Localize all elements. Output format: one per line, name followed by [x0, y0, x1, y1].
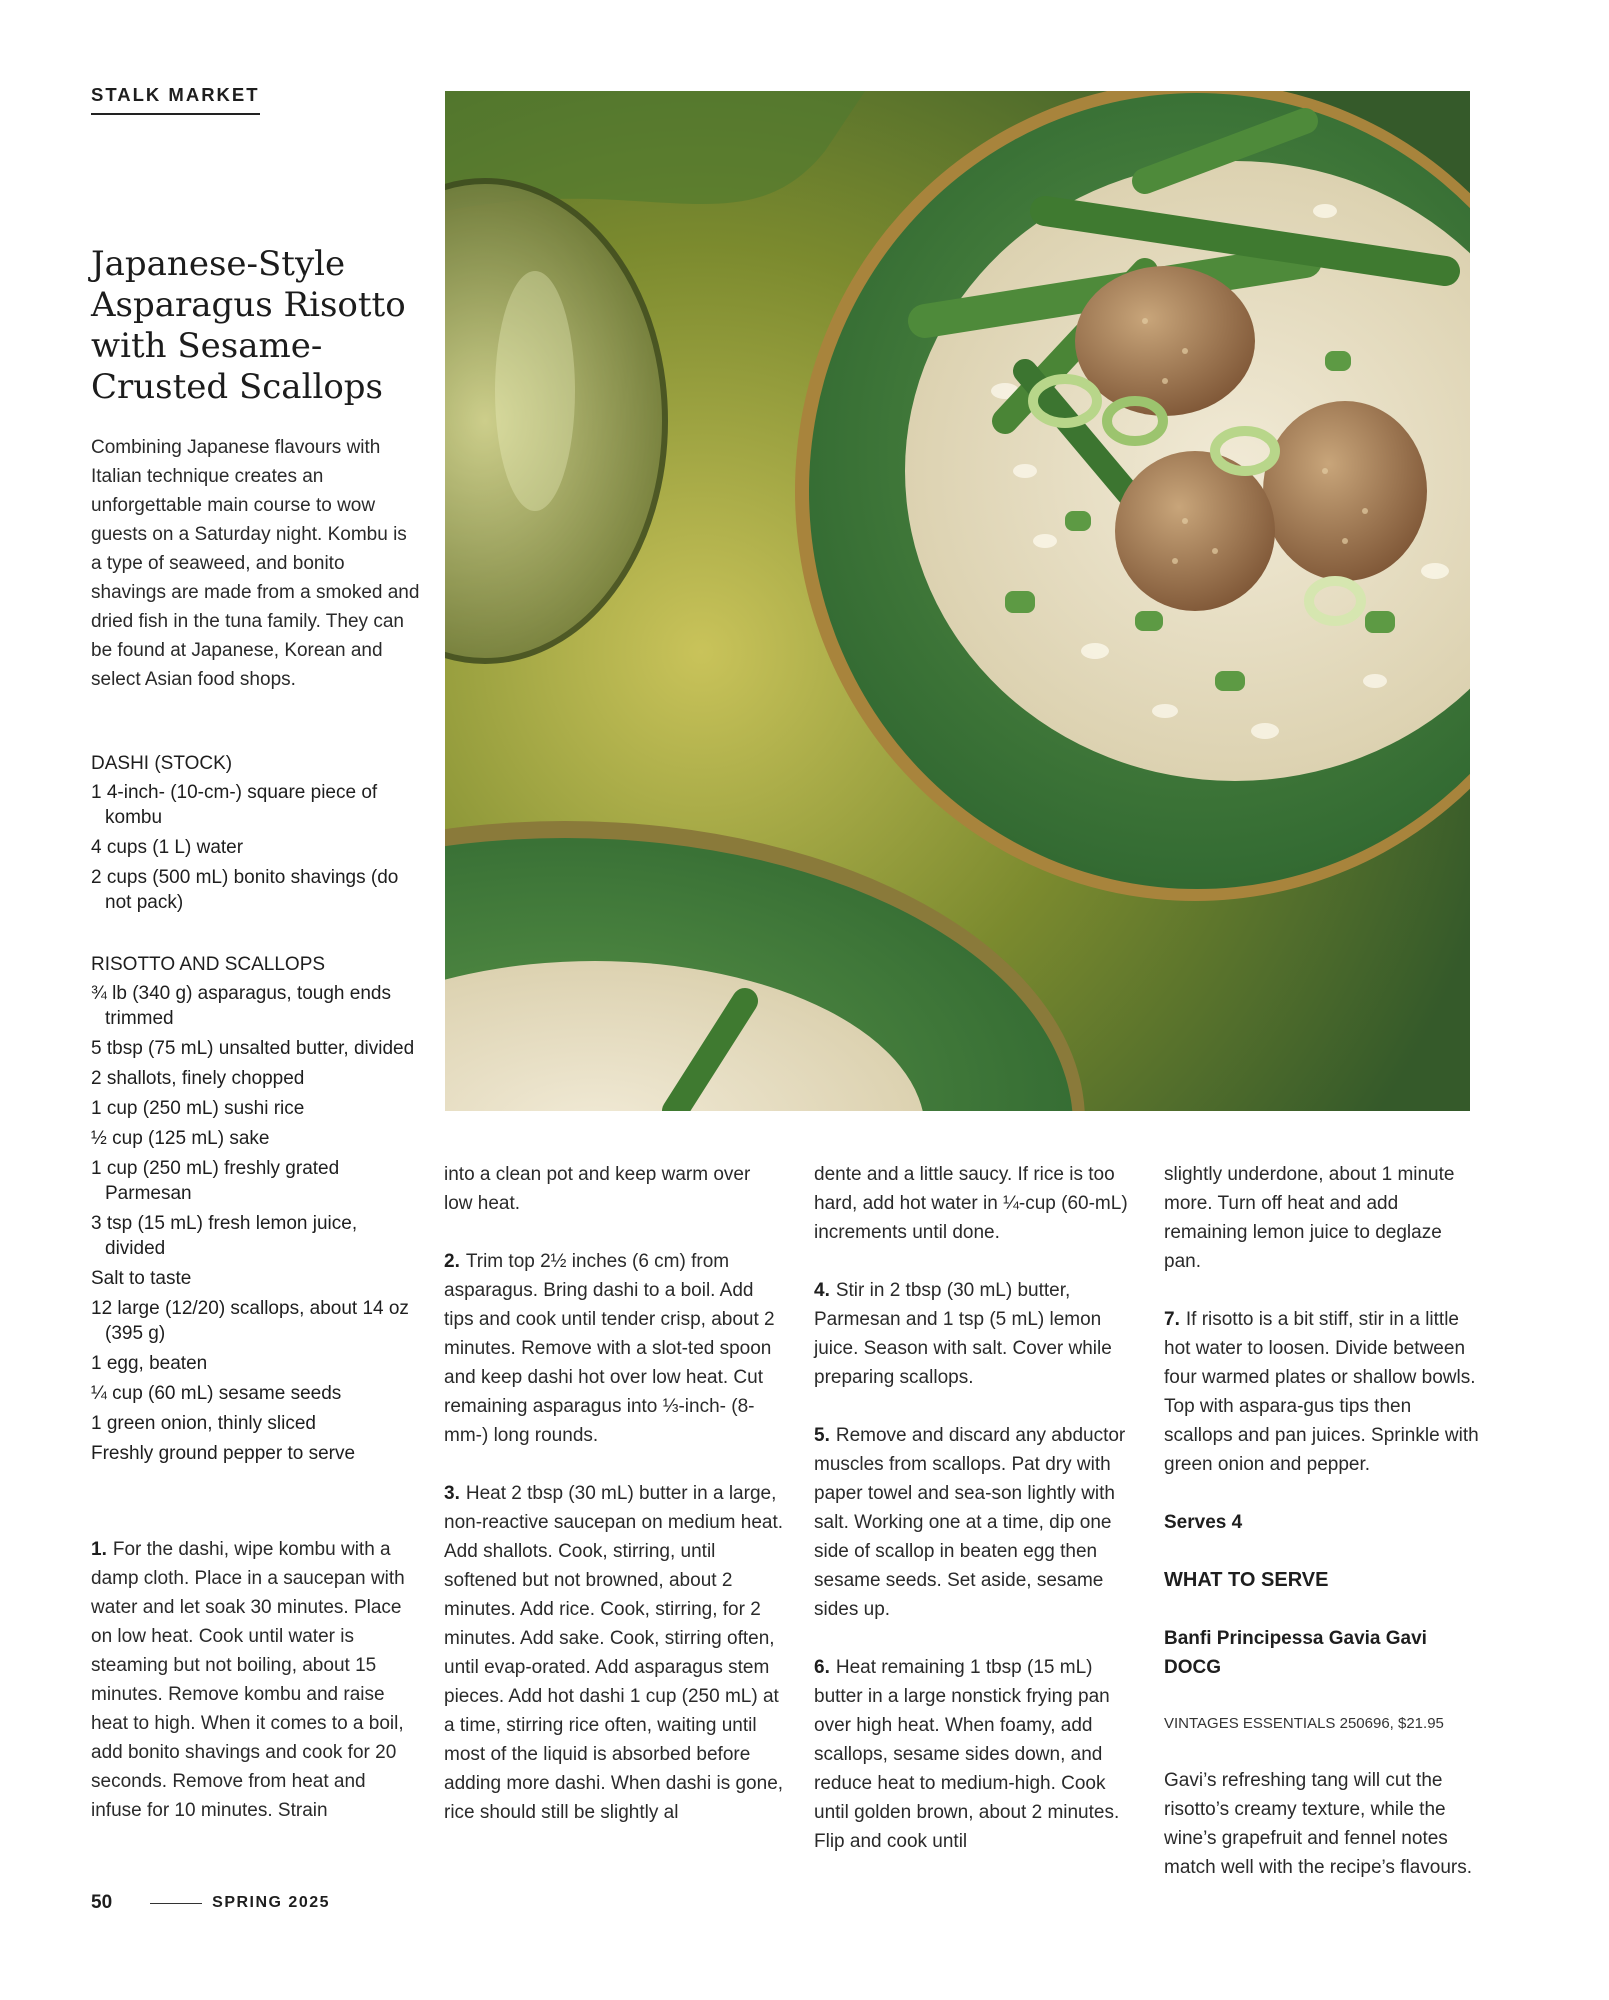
- dashi-list: [91, 780, 421, 915]
- recipe-title: Japanese-Style Asparagus Risotto with Sesame-Crusted Scallops: [91, 244, 406, 407]
- step-6-continued: slightly underdone, about 1 minute more. Turn off heat and add remaining lemon juice to deglaze pan.: [1164, 1164, 1455, 1272]
- ingredient-item: 4 cups (1 L) water: [91, 837, 244, 858]
- step-6: [814, 1653, 1134, 1856]
- ingredient-item: 2 shallots, finely chopped: [91, 1068, 305, 1089]
- ingredient-item: 1 egg, beaten: [91, 1353, 208, 1374]
- issue-label: SPRING 2025: [212, 1894, 331, 1911]
- what-to-serve-heading: WHAT TO SERVE: [1164, 1569, 1329, 1591]
- ingredient-item: 3 tsp (15 mL) fresh lemon juice, divided: [91, 1213, 358, 1259]
- ingredient-item: 1 4-inch- (10-cm-) square piece of kombu: [91, 782, 378, 828]
- risotto-ingredients: [91, 953, 421, 1466]
- step-text: Heat 2 tbsp (30 mL) butter in a large, non-reactive saucepan on medium heat. Add shallots. Cook, stirring, until softened but not browned, about 2 minutes. Add rice. Cook, stirring, for 2 minutes. Add sake. Cook, stirring often, until evap-orated. Add asparagus stem pieces. Add hot dashi 1 cup (250 mL) at a time, stirring rice often, waiting until most of the liquid is absorbed before adding more dashi. When dashi is gone, rice should still be slightly al: [444, 1483, 784, 1823]
- ingredient-item: ½ cup (125 mL) sake: [91, 1128, 270, 1149]
- wine-meta: VINTAGES ESSENTIALS 250696, $21.95: [1164, 1715, 1444, 1732]
- footer-divider: [150, 1903, 202, 1904]
- ingredients: [91, 752, 421, 1471]
- page-footer: [91, 1892, 330, 1914]
- ingredient-item: 1 cup (250 mL) sushi rice: [91, 1098, 305, 1119]
- recipe-intro: Combining Japanese flavours with Italian technique creates an unforgettable main course to wow guests on a Saturday night. Kombu is a type of seaweed, and bonito shavings are made from a smoked and dried fish in the tuna family. They can be found at Japanese, Korean and select Asian food shops.: [91, 437, 420, 690]
- ingredient-item: 1 green onion, thinly sliced: [91, 1413, 316, 1434]
- recipe-photo: [445, 91, 1470, 1111]
- ingredient-item: Salt to taste: [91, 1268, 192, 1289]
- what-to-serve: [1164, 1566, 1484, 1882]
- ingredient-item: 2 cups (500 mL) bonito shavings (do not pack): [91, 867, 399, 913]
- step-7: [1164, 1305, 1484, 1479]
- dashi-heading: DASHI (STOCK): [91, 753, 233, 774]
- ingredient-item: ¾ lb (340 g) asparagus, tough ends trimmed: [91, 983, 391, 1029]
- step-number: 5.: [814, 1425, 830, 1446]
- step-number: 4.: [814, 1280, 830, 1301]
- step-number: 6.: [814, 1657, 830, 1678]
- wine-name: Banfi Principessa Gavia Gavi DOCG: [1164, 1628, 1427, 1678]
- step-number: 7.: [1164, 1309, 1180, 1330]
- step-text: Stir in 2 tbsp (30 mL) butter, Parmesan and 1 tsp (5 mL) lemon juice. Season with salt. Cover while preparing scallops.: [814, 1280, 1112, 1388]
- step-text: If risotto is a bit stiff, stir in a little hot water to loosen. Divide between four warmed plates or shallow bowls. Top with aspara-gus tips then scallops and pan juices. Sprinkle with green onion and pepper.: [1164, 1309, 1479, 1475]
- step-5: [814, 1421, 1134, 1624]
- step-text: For the dashi, wipe kombu with a damp cloth. Place in a saucepan with water and let soak 30 minutes. Place on low heat. Cook until water is steaming but not boiling, about 15 minutes. Remove kombu and raise heat to high. When it comes to a boil, add bonito shavings and cook for 20 seconds. Remove from heat and infuse for 10 minutes. Strain: [91, 1539, 405, 1821]
- step-2: [444, 1247, 784, 1450]
- ingredient-item: Freshly ground pepper to serve: [91, 1443, 356, 1464]
- method-column-4: [1164, 1160, 1484, 1882]
- method-column-2: [444, 1160, 784, 1827]
- step-3: [444, 1479, 784, 1827]
- step-1-continued: into a clean pot and keep warm over low heat.: [444, 1164, 751, 1214]
- page-number: 50: [91, 1892, 113, 1913]
- step-4: [814, 1276, 1134, 1392]
- risotto-list: [91, 981, 421, 1466]
- wine-description: Gavi’s refreshing tang will cut the risotto’s creamy texture, while the wine’s grapefruit and fennel notes match well with the recipe’s flavours.: [1164, 1770, 1472, 1878]
- ingredient-item: 5 tbsp (75 mL) unsalted butter, divided: [91, 1038, 415, 1059]
- scallop: [1263, 401, 1427, 581]
- dashi-ingredients: [91, 752, 421, 915]
- section-label: STALK MARKET: [91, 84, 260, 115]
- risotto-heading: RISOTTO AND SCALLOPS: [91, 954, 326, 975]
- ingredient-item: ¼ cup (60 mL) sesame seeds: [91, 1383, 342, 1404]
- method-column-3: [814, 1160, 1134, 1856]
- step-number: 1.: [91, 1539, 107, 1560]
- step-number: 3.: [444, 1483, 460, 1504]
- step-text: Heat remaining 1 tbsp (15 mL) butter in a large nonstick frying pan over high heat. When foamy, add scallops, sesame sides down, and reduce heat to medium-high. Cook until golden brown, about 2 minutes. Flip and cook until: [814, 1657, 1120, 1852]
- ingredient-item: 1 cup (250 mL) freshly grated Parmesan: [91, 1158, 340, 1204]
- method-column-1: [91, 1535, 421, 1825]
- step-text: Remove and discard any abductor muscles from scallops. Pat dry with paper towel and sea-son lightly with salt. Working one at a time, dip one side of scallop in beaten egg then sesame seeds. Set aside, sesame sides up.: [814, 1425, 1126, 1620]
- serves: Serves 4: [1164, 1512, 1243, 1533]
- ingredient-item: 12 large (12/20) scallops, about 14 oz (395 g): [91, 1298, 409, 1344]
- step-3-continued: dente and a little saucy. If rice is too hard, add hot water in ¼-cup (60-mL) increments until done.: [814, 1164, 1128, 1243]
- glass-highlight: [495, 271, 575, 511]
- scallop: [1075, 266, 1255, 416]
- step-text: Trim top 2½ inches (6 cm) from asparagus. Bring dashi to a boil. Add tips and cook until tender crisp, about 2 minutes. Remove with a slot-ted spoon and keep dashi hot over low heat. Cut remaining asparagus into ⅓-inch- (8-mm-) long rounds.: [444, 1251, 775, 1446]
- step-1: [91, 1535, 421, 1825]
- step-number: 2.: [444, 1251, 460, 1272]
- risotto-photo-illustration: [445, 91, 1470, 1111]
